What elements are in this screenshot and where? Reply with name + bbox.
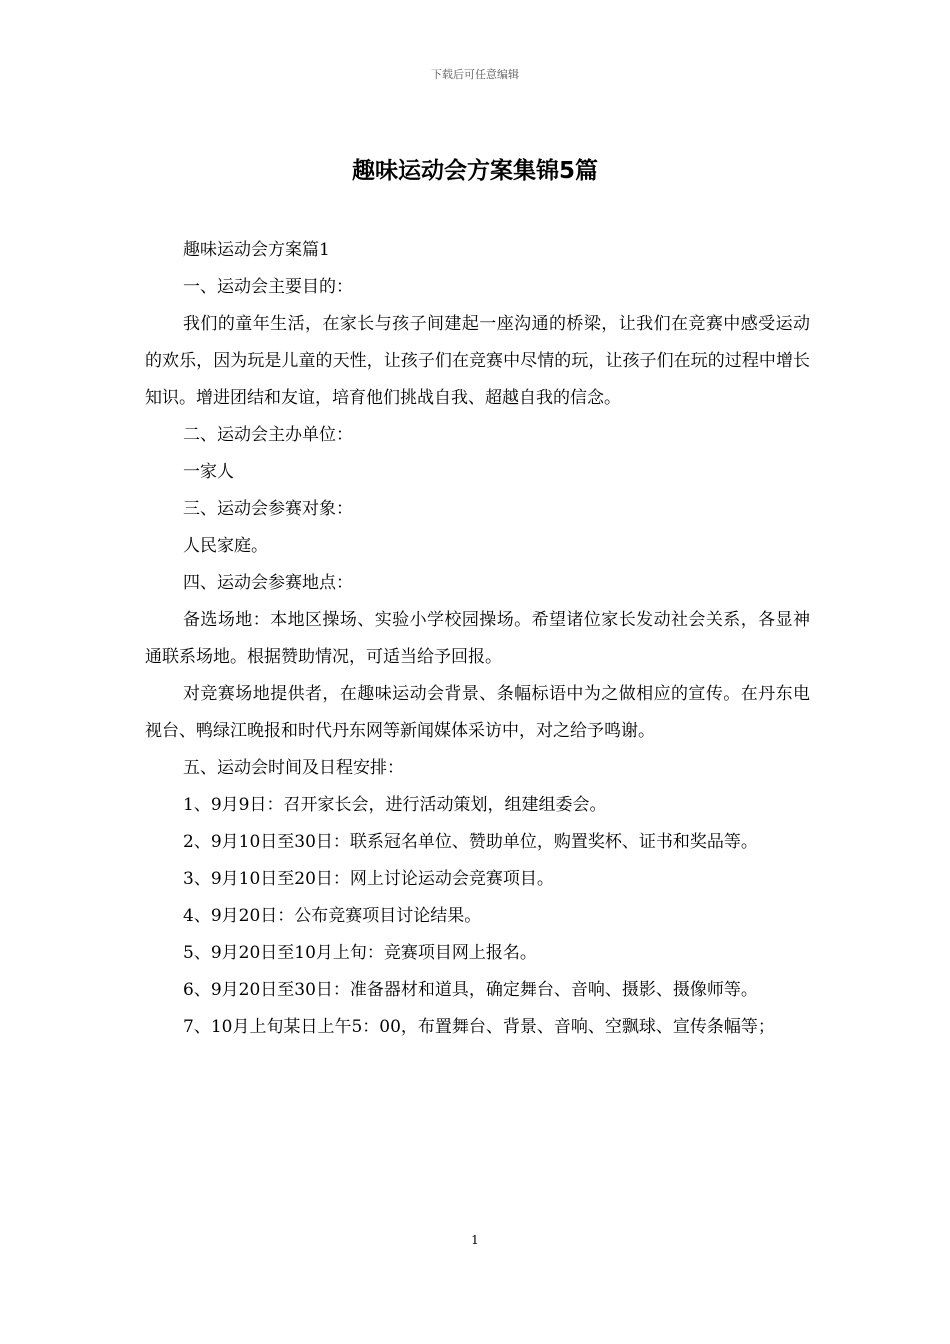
paragraph: 3、9月10日至20日：网上讨论运动会竞赛项目。 bbox=[183, 869, 554, 889]
paragraph: 备选场地：本地区操场、实验小学校园操场。希望诸位家长发动社会关系，各显神通联系场地。根据赞助情况，可适当给予回报。 bbox=[145, 610, 810, 667]
paragraph: 5、9月20日至10月上旬：竞赛项目网上报名。 bbox=[183, 943, 537, 963]
paragraph: 趣味运动会方案篇1 bbox=[183, 240, 330, 260]
paragraph: 二、运动会主办单位： bbox=[183, 425, 353, 445]
paragraph: 2、9月10日至30日：联系冠名单位、赞助单位，购置奖杯、证书和奖品等。 bbox=[183, 832, 758, 852]
paragraph: 1、9月9日：召开家长会，进行活动策划，组建组委会。 bbox=[183, 795, 607, 815]
paragraph: 人民家庭。 bbox=[183, 536, 268, 556]
paragraph: 五、运动会时间及日程安排： bbox=[183, 758, 404, 778]
paragraph: 一家人 bbox=[183, 462, 234, 482]
paragraph: 对竞赛场地提供者，在趣味运动会背景、条幅标语中为之做相应的宣传。在丹东电视台、鸭绿江晚报和时代丹东网等新闻媒体采访中，对之给予鸣谢。 bbox=[145, 684, 810, 741]
paragraph: 7、10月上旬某日上午5：00，布置舞台、背景、音响、空飘球、宣传条幅等； bbox=[183, 1017, 775, 1037]
header-note: 下载后可任意编辑 bbox=[431, 68, 519, 81]
paragraph: 4、9月20日：公布竞赛项目讨论结果。 bbox=[183, 906, 482, 926]
paragraph: 6、9月20日至30日：准备器材和道具，确定舞台、音响、摄影、摄像师等。 bbox=[183, 980, 758, 1000]
document-body bbox=[145, 232, 810, 1046]
document-title: 趣味运动会方案集锦5篇 bbox=[351, 158, 598, 184]
paragraph: 一、运动会主要目的： bbox=[183, 277, 353, 297]
page-number: 1 bbox=[471, 1233, 479, 1247]
paragraph: 我们的童年生活，在家长与孩子间建起一座沟通的桥梁，让我们在竞赛中感受运动的欢乐，因为玩是儿童的天性，让孩子们在竞赛中尽情的玩，让孩子们在玩的过程中增长知识。增进团结和友谊，培育他们挑战自我、超越自我的信念。 bbox=[145, 314, 810, 408]
paragraph: 三、运动会参赛对象： bbox=[183, 499, 353, 519]
paragraph: 四、运动会参赛地点： bbox=[183, 573, 353, 593]
